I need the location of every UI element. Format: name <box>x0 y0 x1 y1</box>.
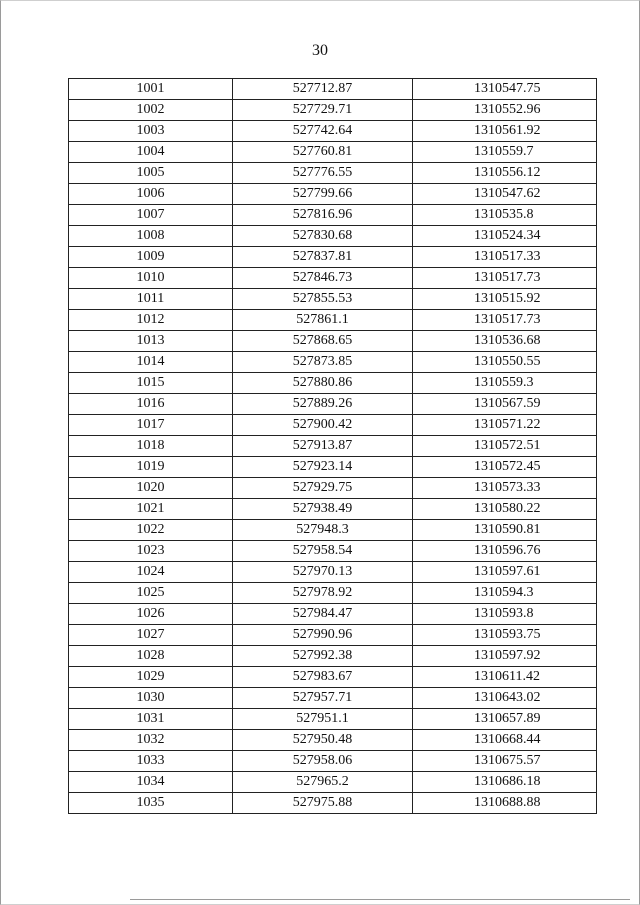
point-number-cell: 1015 <box>69 373 233 394</box>
point-number-cell: 1027 <box>69 625 233 646</box>
table-row <box>69 205 597 226</box>
table-row <box>69 100 597 121</box>
point-number-cell: 1020 <box>69 478 233 499</box>
x-coordinate-cell: 527975.88 <box>233 793 413 814</box>
x-coordinate-cell: 527923.14 <box>233 457 413 478</box>
y-coordinate-cell: 1310675.57 <box>413 751 597 772</box>
y-coordinate-cell: 1310596.76 <box>413 541 597 562</box>
y-coordinate-cell: 1310594.3 <box>413 583 597 604</box>
y-coordinate-cell: 1310547.62 <box>413 184 597 205</box>
x-coordinate-cell: 527873.85 <box>233 352 413 373</box>
y-coordinate-cell: 1310597.92 <box>413 646 597 667</box>
table-row <box>69 751 597 772</box>
y-coordinate-cell: 1310552.96 <box>413 100 597 121</box>
y-coordinate-cell: 1310559.7 <box>413 142 597 163</box>
bottom-rule <box>130 899 630 900</box>
point-number-cell: 1009 <box>69 247 233 268</box>
table-row <box>69 541 597 562</box>
y-coordinate-cell: 1310517.73 <box>413 268 597 289</box>
x-coordinate-cell: 527913.87 <box>233 436 413 457</box>
y-coordinate-cell: 1310572.51 <box>413 436 597 457</box>
table-row <box>69 436 597 457</box>
x-coordinate-cell: 527958.06 <box>233 751 413 772</box>
x-coordinate-cell: 527929.75 <box>233 478 413 499</box>
point-number-cell: 1005 <box>69 163 233 184</box>
table-row <box>69 562 597 583</box>
table-row <box>69 184 597 205</box>
table-row <box>69 478 597 499</box>
table-row <box>69 79 597 100</box>
y-coordinate-cell: 1310559.3 <box>413 373 597 394</box>
y-coordinate-cell: 1310535.8 <box>413 205 597 226</box>
x-coordinate-cell: 527760.81 <box>233 142 413 163</box>
point-number-cell: 1032 <box>69 730 233 751</box>
table-row <box>69 373 597 394</box>
x-coordinate-cell: 527846.73 <box>233 268 413 289</box>
point-number-cell: 1021 <box>69 499 233 520</box>
table-row <box>69 793 597 814</box>
point-number-cell: 1014 <box>69 352 233 373</box>
point-number-cell: 1025 <box>69 583 233 604</box>
table-row <box>69 772 597 793</box>
table-row <box>69 499 597 520</box>
y-coordinate-cell: 1310643.02 <box>413 688 597 709</box>
table-row <box>69 247 597 268</box>
y-coordinate-cell: 1310611.42 <box>413 667 597 688</box>
y-coordinate-cell: 1310688.88 <box>413 793 597 814</box>
page-number: 30 <box>312 42 328 59</box>
table-row <box>69 730 597 751</box>
y-coordinate-cell: 1310572.45 <box>413 457 597 478</box>
x-coordinate-cell: 527799.66 <box>233 184 413 205</box>
table-row <box>69 457 597 478</box>
point-number-cell: 1011 <box>69 289 233 310</box>
x-coordinate-cell: 527900.42 <box>233 415 413 436</box>
y-coordinate-cell: 1310524.34 <box>413 226 597 247</box>
point-number-cell: 1024 <box>69 562 233 583</box>
table-row <box>69 163 597 184</box>
point-number-cell: 1010 <box>69 268 233 289</box>
y-coordinate-cell: 1310657.89 <box>413 709 597 730</box>
point-number-cell: 1001 <box>69 79 233 100</box>
x-coordinate-cell: 527938.49 <box>233 499 413 520</box>
table-row <box>69 667 597 688</box>
point-number-cell: 1034 <box>69 772 233 793</box>
x-coordinate-cell: 527837.81 <box>233 247 413 268</box>
x-coordinate-cell: 527990.96 <box>233 625 413 646</box>
table-row <box>69 625 597 646</box>
x-coordinate-cell: 527889.26 <box>233 394 413 415</box>
point-number-cell: 1013 <box>69 331 233 352</box>
x-coordinate-cell: 527712.87 <box>233 79 413 100</box>
table-row <box>69 121 597 142</box>
point-number-cell: 1006 <box>69 184 233 205</box>
point-number-cell: 1029 <box>69 667 233 688</box>
x-coordinate-cell: 527984.47 <box>233 604 413 625</box>
point-number-cell: 1007 <box>69 205 233 226</box>
y-coordinate-cell: 1310590.81 <box>413 520 597 541</box>
table-row <box>69 394 597 415</box>
point-number-cell: 1002 <box>69 100 233 121</box>
table-row <box>69 709 597 730</box>
x-coordinate-cell: 527951.1 <box>233 709 413 730</box>
point-number-cell: 1026 <box>69 604 233 625</box>
x-coordinate-cell: 527868.65 <box>233 331 413 352</box>
y-coordinate-cell: 1310561.92 <box>413 121 597 142</box>
table-row <box>69 415 597 436</box>
y-coordinate-cell: 1310593.75 <box>413 625 597 646</box>
x-coordinate-cell: 527855.53 <box>233 289 413 310</box>
x-coordinate-cell: 527970.13 <box>233 562 413 583</box>
x-coordinate-cell: 527965.2 <box>233 772 413 793</box>
y-coordinate-cell: 1310547.75 <box>413 79 597 100</box>
table-row <box>69 226 597 247</box>
y-coordinate-cell: 1310567.59 <box>413 394 597 415</box>
point-number-cell: 1012 <box>69 310 233 331</box>
x-coordinate-cell: 527861.1 <box>233 310 413 331</box>
point-number-cell: 1022 <box>69 520 233 541</box>
y-coordinate-cell: 1310517.73 <box>413 310 597 331</box>
coordinates-table <box>68 78 597 814</box>
y-coordinate-cell: 1310593.8 <box>413 604 597 625</box>
table-row <box>69 688 597 709</box>
x-coordinate-cell: 527816.96 <box>233 205 413 226</box>
point-number-cell: 1035 <box>69 793 233 814</box>
point-number-cell: 1018 <box>69 436 233 457</box>
y-coordinate-cell: 1310573.33 <box>413 478 597 499</box>
y-coordinate-cell: 1310556.12 <box>413 163 597 184</box>
y-coordinate-cell: 1310580.22 <box>413 499 597 520</box>
point-number-cell: 1016 <box>69 394 233 415</box>
coordinates-table-body <box>69 79 597 814</box>
point-number-cell: 1033 <box>69 751 233 772</box>
y-coordinate-cell: 1310571.22 <box>413 415 597 436</box>
x-coordinate-cell: 527742.64 <box>233 121 413 142</box>
x-coordinate-cell: 527830.68 <box>233 226 413 247</box>
y-coordinate-cell: 1310597.61 <box>413 562 597 583</box>
table-row <box>69 583 597 604</box>
table-row <box>69 352 597 373</box>
x-coordinate-cell: 527950.48 <box>233 730 413 751</box>
x-coordinate-cell: 527957.71 <box>233 688 413 709</box>
x-coordinate-cell: 527958.54 <box>233 541 413 562</box>
point-number-cell: 1003 <box>69 121 233 142</box>
point-number-cell: 1031 <box>69 709 233 730</box>
x-coordinate-cell: 527983.67 <box>233 667 413 688</box>
x-coordinate-cell: 527776.55 <box>233 163 413 184</box>
point-number-cell: 1008 <box>69 226 233 247</box>
y-coordinate-cell: 1310515.92 <box>413 289 597 310</box>
table-row <box>69 142 597 163</box>
y-coordinate-cell: 1310686.18 <box>413 772 597 793</box>
table-row <box>69 520 597 541</box>
point-number-cell: 1023 <box>69 541 233 562</box>
x-coordinate-cell: 527729.71 <box>233 100 413 121</box>
point-number-cell: 1030 <box>69 688 233 709</box>
table-row <box>69 646 597 667</box>
table-row <box>69 604 597 625</box>
point-number-cell: 1019 <box>69 457 233 478</box>
point-number-cell: 1028 <box>69 646 233 667</box>
table-row <box>69 310 597 331</box>
x-coordinate-cell: 527948.3 <box>233 520 413 541</box>
point-number-cell: 1017 <box>69 415 233 436</box>
y-coordinate-cell: 1310550.55 <box>413 352 597 373</box>
x-coordinate-cell: 527978.92 <box>233 583 413 604</box>
y-coordinate-cell: 1310668.44 <box>413 730 597 751</box>
table-row <box>69 331 597 352</box>
table-row <box>69 268 597 289</box>
x-coordinate-cell: 527880.86 <box>233 373 413 394</box>
point-number-cell: 1004 <box>69 142 233 163</box>
table-row <box>69 289 597 310</box>
x-coordinate-cell: 527992.38 <box>233 646 413 667</box>
y-coordinate-cell: 1310517.33 <box>413 247 597 268</box>
y-coordinate-cell: 1310536.68 <box>413 331 597 352</box>
